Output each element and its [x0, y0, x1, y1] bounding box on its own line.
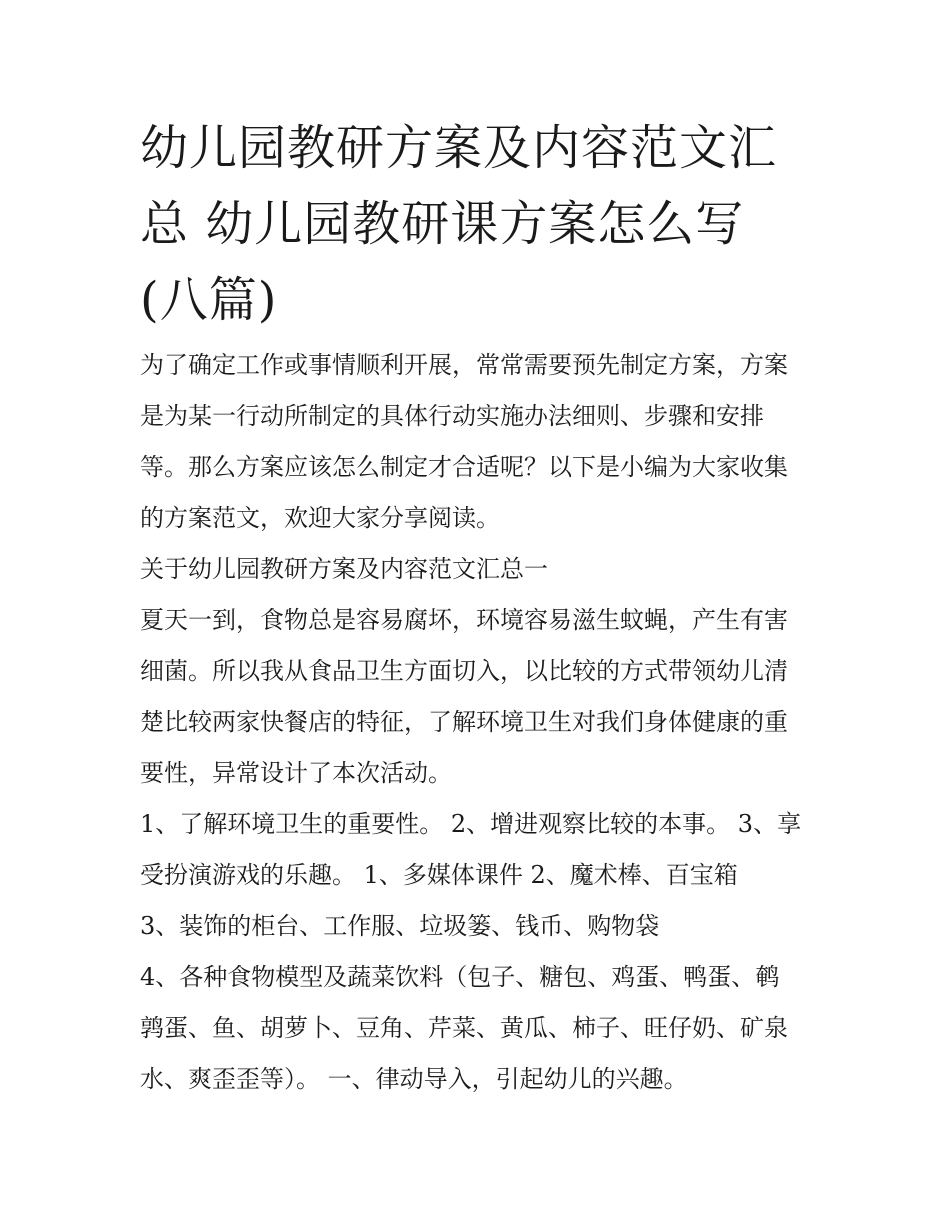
text-line: 细菌。所以我从食品卫生方面切入，以比较的方式带领幼儿清	[140, 657, 788, 685]
body-paragraph	[140, 595, 820, 799]
text-line: 鹑蛋、鱼、胡萝卜、豆角、芹菜、黄瓜、柿子、旺仔奶、矿泉	[140, 1014, 788, 1042]
document-page	[140, 110, 820, 1105]
text-line: 夏天一到，食物总是容易腐坏，环境容易滋生蚊蝇，产生有害	[140, 606, 788, 634]
text-line: 受扮演游戏的乐趣。 1、多媒体课件 2、魔术棒、百宝箱	[140, 861, 738, 889]
text-line: 的方案范文，欢迎大家分享阅读。	[140, 504, 500, 532]
materials-paragraph	[140, 901, 820, 952]
goals-paragraph	[140, 799, 820, 901]
title-line: 幼儿园教研方案及内容范文汇	[140, 120, 778, 176]
text-line: 水、爽歪歪等）。 一、律动导入，引起幼儿的兴趣。	[140, 1065, 688, 1093]
title-line: 总 幼儿园教研课方案怎么写	[140, 196, 745, 252]
materials-list-paragraph	[140, 952, 820, 1105]
text-line: 3、装饰的柜台、工作服、垃圾篓、钱币、购物袋	[140, 912, 660, 940]
text-line: 要性，异常设计了本次活动。	[140, 759, 452, 787]
document-title	[140, 110, 820, 338]
text-line: 等。那么方案应该怎么制定才合适呢？以下是小编为大家收集	[140, 453, 788, 481]
text-line: 是为某一行动所制定的具体行动实施办法细则、步骤和安排	[140, 402, 764, 430]
text-line: 为了确定工作或事情顺利开展，常常需要预先制定方案，方案	[140, 351, 788, 379]
section-heading	[140, 544, 820, 595]
title-line: (八篇)	[140, 272, 278, 328]
text-line: 1、了解环境卫生的重要性。 2、增进观察比较的本事。 3、享	[140, 810, 802, 838]
intro-paragraph	[140, 340, 820, 544]
text-line: 楚比较两家快餐店的特征，了解环境卫生对我们身体健康的重	[140, 708, 788, 736]
text-line: 关于幼儿园教研方案及内容范文汇总一	[140, 555, 548, 583]
text-line: 4、各种食物模型及蔬菜饮料（包子、糖包、鸡蛋、鸭蛋、鹌	[140, 963, 780, 991]
